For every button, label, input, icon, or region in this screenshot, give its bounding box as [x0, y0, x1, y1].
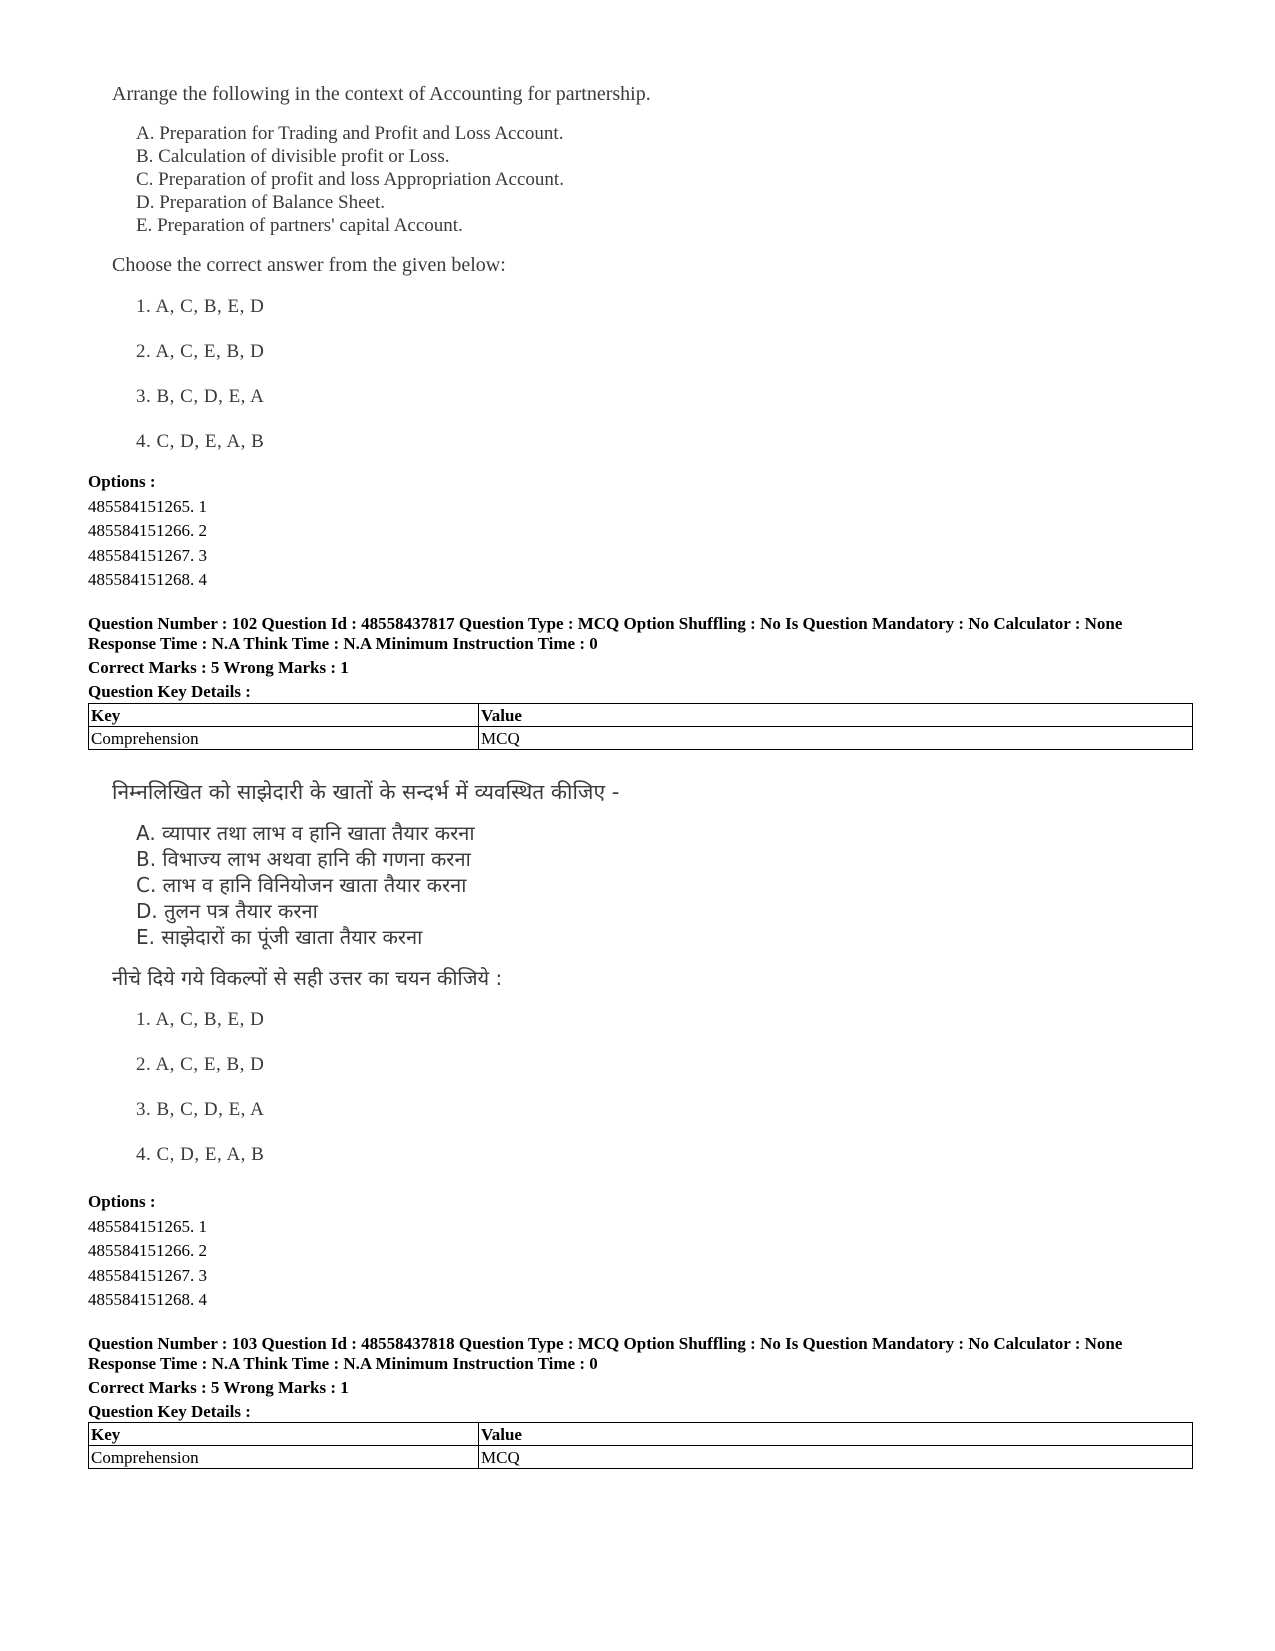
question-103-key-table: [88, 1422, 1193, 1469]
question-102-meta: [88, 614, 1208, 702]
statement-list: [136, 820, 619, 950]
statement-d: D. Preparation of Balance Sheet.: [136, 192, 386, 213]
statement-a: A. व्यापार तथा लाभ व हानि खाता तैयार करना: [136, 821, 475, 845]
table-header-value: Value: [479, 704, 1193, 727]
table-header-row: [89, 704, 1193, 727]
statement-c: C. लाभ व हानि विनियोजन खाता तैयार करना: [136, 873, 467, 897]
key-details-label: Question Key Details :: [88, 682, 251, 701]
options-label: Options :: [88, 472, 156, 491]
table-row: [89, 1446, 1193, 1469]
answer-1: 1. A, C, B, E, D: [136, 1009, 265, 1030]
answer-2: 2. A, C, E, B, D: [136, 1054, 265, 1075]
answer-4: 4. C, D, E, A, B: [136, 431, 265, 452]
option-4: 485584151268. 4: [88, 1290, 207, 1309]
option-2: 485584151266. 2: [88, 1241, 207, 1260]
table-header-value: Value: [479, 1423, 1193, 1446]
answer-2: 2. A, C, E, B, D: [136, 341, 265, 362]
question-101-image: [112, 82, 651, 475]
question-102-key-table: [88, 703, 1193, 750]
choose-instruction: नीचे दिये गये विकल्पों से सही उत्तर का चयन कीजिये :: [112, 966, 503, 990]
statement-a: A. Preparation for Trading and Profit and Loss Account.: [136, 123, 564, 144]
statement-list: [136, 122, 651, 237]
answer-3: 3. B, C, D, E, A: [136, 1099, 265, 1120]
option-3: 485584151267. 3: [88, 1265, 207, 1285]
table-cell-key: Comprehension: [89, 727, 479, 750]
option-2: 485584151266. 2: [88, 521, 207, 540]
question-meta-line2: Response Time : N.A Think Time : N.A Minimum Instruction Time : 0: [88, 634, 598, 653]
marks-line: Correct Marks : 5 Wrong Marks : 1: [88, 658, 349, 677]
statement-b: B. विभाज्य लाभ अथवा हानि की गणना करना: [136, 847, 471, 871]
option-3: 485584151267. 3: [88, 545, 207, 565]
answer-4: 4. C, D, E, A, B: [136, 1144, 265, 1165]
question-meta-line1: Question Number : 103 Question Id : 48558437818 Question Type : MCQ Option Shuffling : No Is Question Mandatory : No Calculator : None: [88, 1334, 1123, 1353]
statement-e: E. Preparation of partners' capital Account.: [136, 215, 463, 236]
table-cell-key: Comprehension: [89, 1446, 479, 1469]
answer-3: 3. B, C, D, E, A: [136, 386, 265, 407]
option-4: 485584151268. 4: [88, 570, 207, 589]
marks-line: Correct Marks : 5 Wrong Marks : 1: [88, 1378, 349, 1397]
table-header-row: [89, 1423, 1193, 1446]
statement-c: C. Preparation of profit and loss Appropriation Account.: [136, 169, 564, 190]
question-stem: निम्नलिखित को साझेदारी के खातों के सन्दर्भ में व्यवस्थित कीजिए -: [112, 780, 620, 804]
options-label: Options :: [88, 1192, 156, 1211]
option-1: 485584151265. 1: [88, 496, 207, 516]
statement-b: B. Calculation of divisible profit or Loss.: [136, 146, 450, 167]
choose-instruction: Choose the correct answer from the given below:: [112, 254, 506, 276]
question-101-options: [88, 470, 207, 593]
table-row: [89, 727, 1193, 750]
question-stem: Arrange the following in the context of Accounting for partnership.: [112, 83, 651, 105]
question-meta-line2: Response Time : N.A Think Time : N.A Minimum Instruction Time : 0: [88, 1354, 598, 1373]
key-details-label: Question Key Details :: [88, 1402, 251, 1421]
answer-list: [136, 295, 651, 475]
question-102-image: [112, 780, 619, 1188]
question-meta-line1: Question Number : 102 Question Id : 48558437817 Question Type : MCQ Option Shuffling : No Is Question Mandatory : No Calculator : None: [88, 614, 1123, 633]
question-103-meta: [88, 1334, 1208, 1422]
statement-d: D. तुलन पत्र तैयार करना: [136, 899, 318, 923]
table-header-key: Key: [89, 1423, 479, 1446]
statement-e: E. साझेदारों का पूंजी खाता तैयार करना: [136, 925, 423, 949]
table-cell-value: MCQ: [479, 727, 1193, 750]
answer-1: 1. A, C, B, E, D: [136, 296, 265, 317]
table-cell-value: MCQ: [479, 1446, 1193, 1469]
question-102-options: [88, 1190, 207, 1313]
answer-list: [136, 1008, 619, 1188]
option-1: 485584151265. 1: [88, 1216, 207, 1236]
table-header-key: Key: [89, 704, 479, 727]
